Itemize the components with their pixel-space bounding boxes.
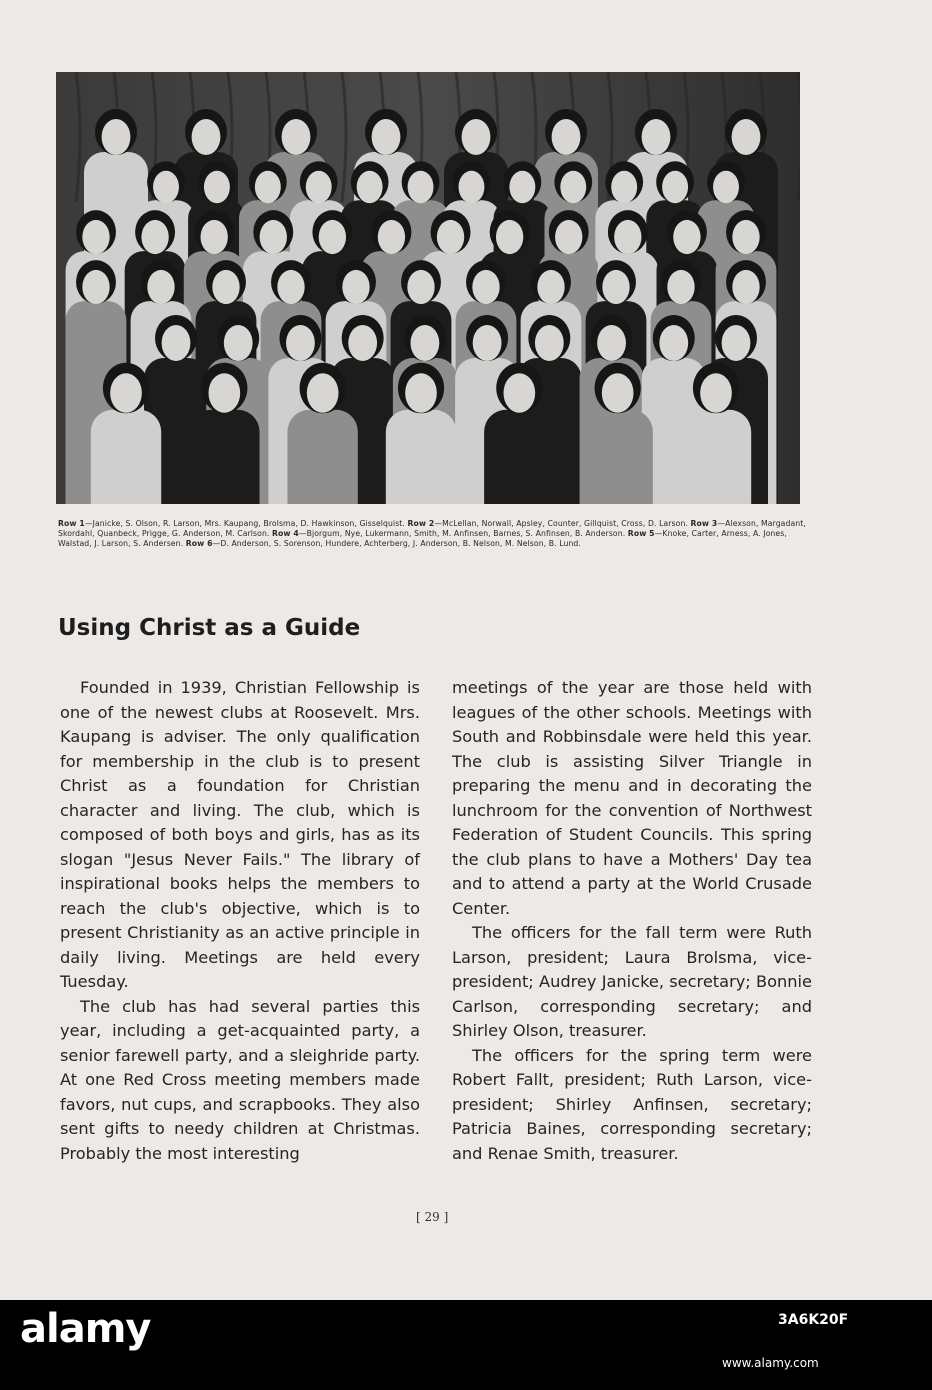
person-face xyxy=(357,171,383,203)
person-face xyxy=(342,270,369,304)
caption-row5-names: —Knoke, Carter, Arness, A. Jones, Walstad, J. Larson, S. Andersen. xyxy=(58,529,787,549)
person-face xyxy=(277,270,304,304)
text-column-right xyxy=(452,676,812,1166)
person-body xyxy=(484,410,554,504)
person-face xyxy=(462,119,491,155)
person-face xyxy=(722,325,751,361)
person-face xyxy=(378,220,405,254)
person-face xyxy=(537,270,564,304)
paragraph: Founded in 1939, Christian Fellowship is one of the newest clubs at Roosevelt. Mrs. Kaupang is adviser. The only qualification for membership in the club is to present Christ as a foundation for Christian character and living. The club, which is composed of both boys and girls, has as its slogan "Jesus Never Fails." The library of inspirational books helps the members to reach the club's objective, which is to present Christianity as an active principle in daily living. Meetings are held every Tuesday. xyxy=(60,678,420,991)
caption-row1-label: Row 1 xyxy=(58,519,85,528)
group-photo xyxy=(56,72,800,504)
caption-row6-names: —D. Anderson, S. Sorenson, Hundere, Achterberg, J. Anderson, B. Nelson, M. Nelson, B. Lund. xyxy=(212,539,581,549)
person-face xyxy=(212,270,239,304)
person-body xyxy=(287,410,357,504)
person-face xyxy=(192,119,221,155)
photo-caption xyxy=(58,519,808,550)
caption-row6-label: Row 6 xyxy=(185,539,213,549)
person-face xyxy=(282,119,311,155)
person-face xyxy=(141,220,168,254)
person-face xyxy=(667,270,694,304)
person-face xyxy=(204,171,230,203)
person-face xyxy=(597,325,626,361)
person-face xyxy=(662,171,688,203)
article-heading: Using Christ as a Guide xyxy=(58,615,361,641)
person-face xyxy=(555,220,582,254)
person-face xyxy=(473,325,502,361)
person-face xyxy=(496,220,523,254)
person-face xyxy=(503,373,535,413)
person-face xyxy=(509,171,535,203)
paragraph: meetings of the year are those held with leagues of the other schools. Meetings with South and Robbinsdale were held this year. The club is assisting Silver Triangle in preparing the menu and in decorating the lunchroom for the convention of Northwest Federation of Student Councils. This spring the club plans to have a Mothers' Day tea and to attend a party at the World Crusade Center. xyxy=(452,678,812,918)
text-column-left xyxy=(60,676,420,1166)
person-face xyxy=(153,171,179,203)
person-face xyxy=(307,373,339,413)
person-face xyxy=(410,325,439,361)
person-face xyxy=(552,119,581,155)
person-face xyxy=(732,220,759,254)
person-face xyxy=(642,119,671,155)
person-face xyxy=(319,220,346,254)
person-face xyxy=(437,220,464,254)
person-face xyxy=(408,171,434,203)
person-face xyxy=(611,171,637,203)
person-face xyxy=(732,270,759,304)
watermark-logo: alamy xyxy=(20,1306,151,1352)
paragraph: The club has had several parties this year, including a get-acquainted party, a senior farewell party, and a sleighride party. At one Red Cross meeting members made favors, nut cups, and scrapbooks. They also sent gifts to needy children at Christmas. Probably the most interesting xyxy=(60,996,420,1163)
person-body xyxy=(681,410,751,504)
person-face xyxy=(673,220,700,254)
person-face xyxy=(162,325,191,361)
person-face xyxy=(472,270,499,304)
paragraph: The officers for the spring term were Robert Fallt, president; Ruth Larson, vice-president; Shirley Anfinsen, secretary; Patricia Baines, corresponding secretary; and Renae Smith, treasurer. xyxy=(452,1045,812,1163)
person-face xyxy=(372,119,401,155)
caption-row2-label: Row 2 xyxy=(407,519,435,528)
caption-row2-names: —McLellan, Norwall, Apsley, Counter, Gillquist, Cross, D. Larson. xyxy=(434,519,691,528)
person-face xyxy=(147,270,174,304)
person-face xyxy=(535,325,564,361)
caption-row3-label: Row 3 xyxy=(690,519,718,528)
person-face xyxy=(602,270,629,304)
person-face xyxy=(82,270,109,304)
watermark-image-id: 3A6K20F xyxy=(778,1312,849,1328)
person-face xyxy=(82,220,109,254)
person-face xyxy=(348,325,377,361)
person-face xyxy=(255,171,281,203)
person-face xyxy=(208,373,240,413)
caption-row5-label: Row 5 xyxy=(627,529,655,539)
caption-row1-names: —Janicke, S. Olson, R. Larson, Mrs. Kaupang, Brolsma, D. Hawkinson, Gisselquist. xyxy=(84,519,408,528)
person-face xyxy=(102,119,131,155)
person-body xyxy=(386,410,456,504)
person-face xyxy=(713,171,739,203)
person-face xyxy=(458,171,484,203)
person-face xyxy=(700,373,732,413)
person-body xyxy=(91,410,161,504)
person-face xyxy=(560,171,586,203)
group-photo-image xyxy=(56,72,800,504)
person-body xyxy=(582,410,652,504)
person-face xyxy=(602,373,634,413)
person-face xyxy=(306,171,332,203)
person-face xyxy=(201,220,228,254)
person-face xyxy=(260,220,287,254)
person-face xyxy=(286,325,315,361)
person-face xyxy=(110,373,142,413)
person-face xyxy=(224,325,253,361)
watermark-url: www.alamy.com xyxy=(722,1356,819,1370)
person-face xyxy=(407,270,434,304)
person-face xyxy=(405,373,437,413)
person-body xyxy=(189,410,259,504)
caption-row3-names: —Alexson, Margadant, Skordahl, Quanbeck, Prigge, G. Anderson, M. Carlson. xyxy=(58,519,806,539)
page-number: [ 29 ] xyxy=(416,1210,449,1224)
person-face xyxy=(614,220,641,254)
caption-row4-label: Row 4 xyxy=(272,529,299,539)
person-face xyxy=(732,119,761,155)
person-face xyxy=(659,325,688,361)
caption-row4-names: —Bjorgum, Nye, Lukermann, Smith, M. Anfinsen, Barnes, S. Anfinsen, B. Anderson. xyxy=(298,529,628,539)
paragraph: The officers for the fall term were Ruth Larson, president; Laura Brolsma, vice-president; Audrey Janicke, secretary; Bonnie Carlson, corresponding secretary; and Shirley Olson, treasurer. xyxy=(452,923,812,1040)
